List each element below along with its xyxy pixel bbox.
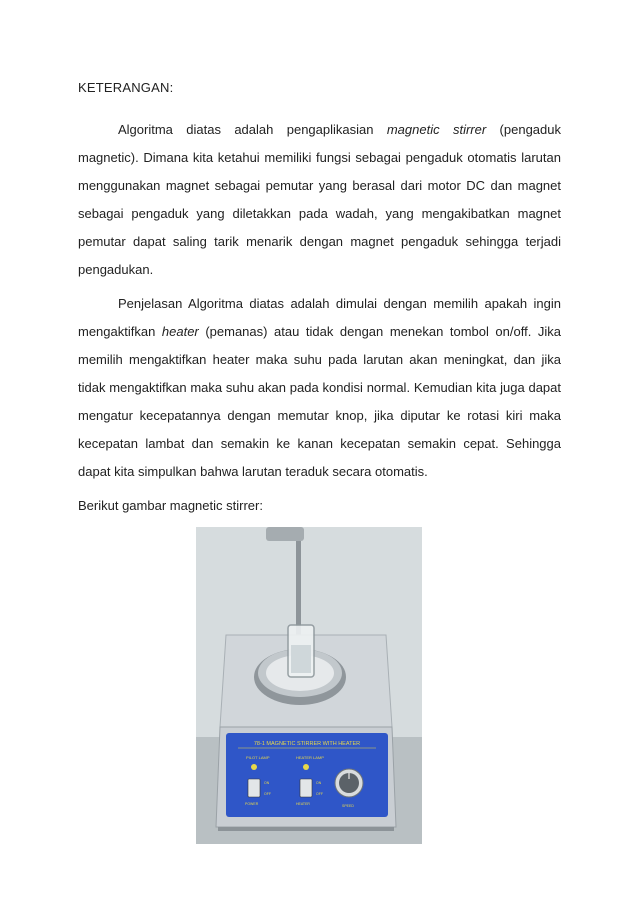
- heater-lamp-label: HEATER LAMP: [296, 755, 324, 760]
- magnetic-stirrer-illustration: [196, 527, 422, 844]
- speed-label: SPEED: [342, 804, 354, 808]
- power-on-label: ON: [264, 781, 270, 785]
- heater-lamp-icon: [303, 764, 309, 770]
- paragraph1-text-before: Algoritma diatas adalah pengaplikasian: [118, 122, 387, 137]
- panel-title-text: 78-1 MAGNETIC STIRRER WITH HEATER: [253, 741, 361, 747]
- pilot-lamp-icon: [251, 764, 257, 770]
- power-off-label: OFF: [264, 792, 271, 796]
- image-caption: Berikut gambar magnetic stirrer:: [78, 498, 263, 513]
- heater-label: HEATER: [296, 802, 310, 806]
- power-switch[interactable]: [248, 779, 260, 797]
- section-heading: KETERANGAN:: [78, 80, 174, 95]
- paragraph2-italic-term: heater: [161, 324, 199, 339]
- pilot-lamp-label: PILOT LAMP: [246, 755, 270, 760]
- power-label: POWER: [245, 802, 259, 806]
- heater-off-label: OFF: [316, 792, 323, 796]
- paragraph1-text-after: (pengaduk magnetic). Dimana kita ketahui memiliki fungsi sebagai pengaduk otomatis larutan menggunakan magnet sebagai pemutar yang berasal dari motor DC dan magnet sebagai pengaduk yang diletakkan pada wadah, yang mengakibatkan magnet pemutar dapat saling tarik menarik dengan magnet pengaduk sehingga terjadi pengadukan.: [78, 122, 561, 277]
- paragraph-algorithm-explanation: [78, 290, 561, 486]
- paragraph2-text-after: (pemanas) atau tidak dengan menekan tombol on/off. Jika memilih mengaktifkan heater maka suhu pada larutan akan meningkat, dan jika tidak mengaktifkan maka suhu akan pada kondisi normal. Kemudian kita juga dapat mengatur kecepatannya dengan memutar knop, jika diputar ke rotasi kiri maka kecepatan lambat dan semakin ke kanan kecepatan semakin cepat. Sehingga dapat kita simpulkan bahwa larutan teraduk secara otomatis.: [78, 324, 561, 479]
- magnetic-stirrer-photo: [196, 527, 422, 844]
- paragraph1-italic-term: magnetic stirrer: [386, 122, 487, 137]
- paragraph2-text-before: Penjelasan Algoritma diatas adalah dimulai dengan memilih apakah ingin mengaktifkan: [78, 296, 561, 339]
- heater-switch[interactable]: [300, 779, 312, 797]
- heater-on-label: ON: [316, 781, 322, 785]
- paragraph-magnetic-stirrer: [78, 116, 561, 284]
